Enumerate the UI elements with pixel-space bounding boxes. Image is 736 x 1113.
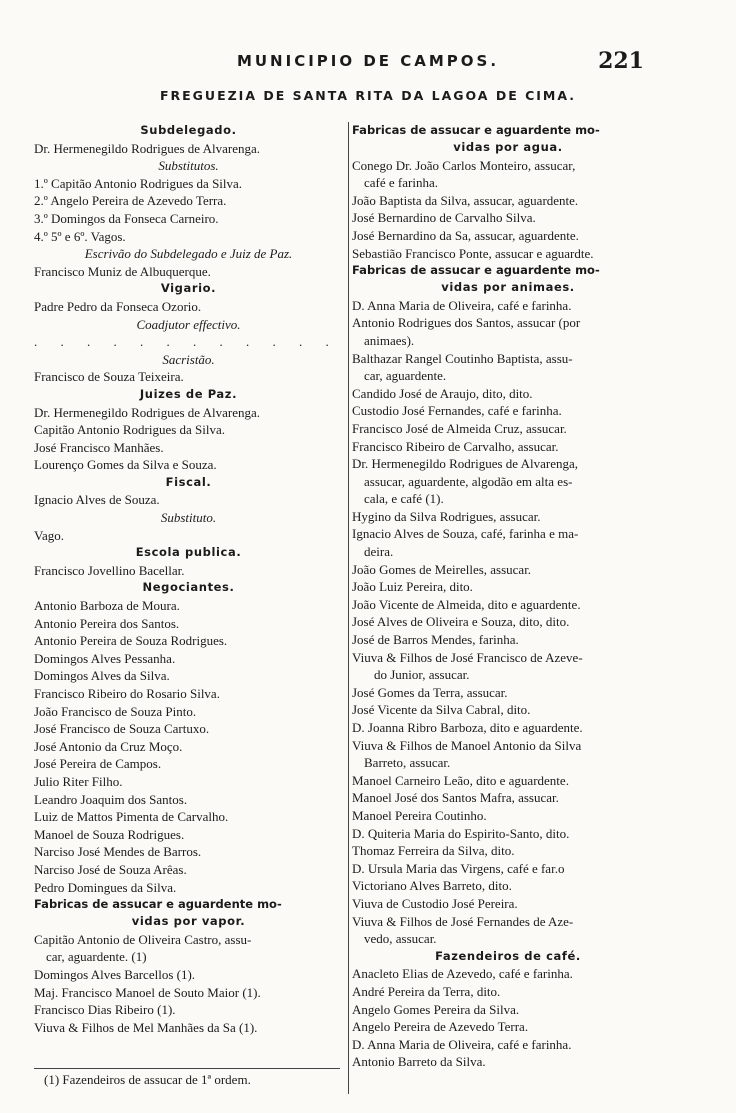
entry: Pedro Domingues da Silva. bbox=[34, 879, 177, 895]
entry: D. Ursula Maria das Virgens, café e far.o bbox=[352, 860, 565, 876]
entry: Viuva & Filhos de José Francisco de Azeve- bbox=[352, 649, 583, 665]
entry: Ignacio Alves de Souza, café, farinha e ma- bbox=[352, 526, 579, 542]
entry: Vago. bbox=[34, 527, 64, 543]
section-heading: vidas por animaes. bbox=[441, 280, 575, 295]
section-heading: Fabricas de assucar e aguardente mo- bbox=[34, 897, 282, 912]
entry: Ignacio Alves de Souza. bbox=[34, 492, 160, 508]
entry: Antonio Rodrigues dos Santos, assucar (por bbox=[352, 315, 581, 331]
section-heading: Juizes de Paz. bbox=[139, 386, 238, 401]
entry: João Baptista da Silva, assucar, aguardente. bbox=[352, 192, 579, 208]
entry-continuation: assucar, aguardente, algodão em alta es- bbox=[364, 473, 573, 489]
entry: João Luiz Pereira, dito. bbox=[352, 579, 473, 595]
section-heading: Escola publica. bbox=[135, 545, 242, 560]
entry: D. Anna Maria de Oliveira, café e farinha. bbox=[352, 1036, 572, 1052]
section-heading: Subdelegado. bbox=[140, 123, 237, 137]
entry: Domingos Alves da Silva. bbox=[34, 668, 170, 684]
parish-heading: FREGUEZIA DE SANTA RITA DA LAGOA DE CIMA. bbox=[159, 88, 577, 103]
entry: Victoriano Alves Barreto, dito. bbox=[352, 878, 512, 894]
entry-continuation: deira. bbox=[364, 544, 394, 560]
entry-continuation: car, aguardente. bbox=[364, 368, 447, 384]
entry: Manoel Carneiro Leão, dito e aguardente. bbox=[352, 772, 569, 788]
section-heading: Substitutos. bbox=[158, 158, 219, 174]
entry: Angelo Pereira de Azevedo Terra. bbox=[352, 1019, 529, 1035]
page-title: MUNICIPIO DE CAMPOS. bbox=[236, 52, 500, 70]
entry: Viuva & Filhos de Manoel Antonio da Silva bbox=[352, 737, 582, 753]
entry: D. Quiteria Maria do Espirito-Santo, dito. bbox=[352, 825, 570, 841]
entry: Dr. Hermenegildo Rodrigues de Alvarenga. bbox=[34, 140, 260, 156]
entry: Luiz de Mattos Pimenta de Carvalho. bbox=[34, 809, 229, 825]
entry-continuation: café e farinha. bbox=[364, 175, 438, 191]
entry: Antonio Pereira dos Santos. bbox=[34, 615, 180, 631]
entry: Francisco Ribeiro de Carvalho, assucar. bbox=[352, 438, 559, 454]
entry: 2.º Angelo Pereira de Azevedo Terra. bbox=[34, 193, 227, 209]
entry: José Francisco Manhães. bbox=[34, 439, 164, 455]
entry: José Gomes da Terra, assucar. bbox=[352, 684, 508, 700]
entry: João Vicente de Almeida, dito e aguardente. bbox=[352, 596, 581, 612]
entry: Narciso José Mendes de Barros. bbox=[34, 844, 202, 860]
entry: Francisco José de Almeida Cruz, assucar. bbox=[352, 420, 567, 436]
entry: José Alves de Oliveira e Souza, dito, dito. bbox=[352, 614, 570, 630]
entry: Francisco Muniz de Albuquerque. bbox=[34, 263, 211, 279]
entry: 1.º Capitão Antonio Rodrigues da Silva. bbox=[34, 175, 243, 191]
entry: 4.º 5º e 6º. Vagos. bbox=[34, 228, 126, 244]
entry: Viuva de Custodio José Pereira. bbox=[352, 895, 518, 911]
section-heading: Fazendeiros de café. bbox=[435, 948, 581, 963]
entry: Hygino da Silva Rodrigues, assucar. bbox=[352, 508, 541, 524]
entry: João Gomes de Meirelles, assucar. bbox=[352, 561, 532, 577]
section-heading: vidas por agua. bbox=[453, 140, 563, 154]
entry: José Francisco de Souza Cartuxo. bbox=[34, 721, 210, 737]
entry: Padre Pedro da Fonseca Ozorio. bbox=[34, 298, 202, 314]
entry: José de Barros Mendes, farinha. bbox=[352, 632, 519, 648]
entry: Viuva & Filhos de Mel Manhães da Sa (1). bbox=[34, 1019, 258, 1035]
entry: Narciso José de Souza Arêas. bbox=[34, 861, 187, 877]
entry: Manoel Pereira Coutinho. bbox=[352, 807, 487, 823]
entry: Capitão Antonio de Oliveira Castro, assu- bbox=[34, 931, 252, 947]
entry: Francisco Jovellino Bacellar. bbox=[34, 562, 185, 578]
section-heading: Sacristão. bbox=[162, 351, 215, 367]
entry: Dr. Hermenegildo Rodrigues de Alvarenga, bbox=[352, 456, 578, 472]
entry: D. Joanna Ribro Barboza, dito e aguardente. bbox=[352, 720, 583, 735]
section-heading: vidas por vapor. bbox=[131, 914, 246, 929]
leader-dots: . . . . . . . . . . . . bbox=[34, 334, 339, 350]
entry: Domingos Alves Barcellos (1). bbox=[34, 966, 196, 982]
entry: João Francisco de Souza Pinto. bbox=[34, 703, 197, 719]
entry: Angelo Gomes Pereira da Silva. bbox=[352, 1001, 520, 1017]
entry: André Pereira da Terra, dito. bbox=[352, 983, 501, 999]
entry: Dr. Hermenegildo Rodrigues de Alvarenga. bbox=[34, 404, 260, 420]
entry: Custodio José Fernandes, café e farinha. bbox=[352, 403, 562, 419]
entry-continuation: do Junior, assucar. bbox=[374, 667, 470, 683]
entry: Manoel José dos Santos Mafra, assucar. bbox=[352, 790, 559, 806]
entry: Anacleto Elias de Azevedo, café e farinha. bbox=[352, 966, 573, 982]
section-heading: Coadjutor effectivo. bbox=[136, 316, 241, 332]
entry: Francisco Ribeiro do Rosario Silva. bbox=[34, 686, 220, 701]
entry-continuation: cala, e café (1). bbox=[364, 491, 444, 507]
entry: José Pereira de Campos. bbox=[34, 756, 162, 772]
section-heading: Fabricas de assucar e aguardente mo- bbox=[352, 123, 600, 137]
entry: Sebastião Francisco Ponte, assucar e aguardte. bbox=[352, 245, 594, 261]
running-head bbox=[0, 48, 736, 74]
entry: Leandro Joaquim dos Santos. bbox=[34, 791, 188, 807]
entry-continuation: animaes). bbox=[364, 332, 415, 348]
entry-continuation: Barreto, assucar. bbox=[364, 755, 451, 771]
entry: Maj. Francisco Manoel de Souto Maior (1). bbox=[34, 984, 261, 1000]
entry: Lourenço Gomes da Silva e Souza. bbox=[34, 457, 217, 473]
footnote: (1) Fazendeiros de assucar de 1ª ordem. bbox=[44, 1072, 251, 1087]
entry: José Bernardino de Carvalho Silva. bbox=[352, 210, 536, 226]
entry: José Antonio da Cruz Moço. bbox=[34, 738, 183, 754]
entry: 3.º Domingos da Fonseca Carneiro. bbox=[34, 210, 219, 226]
section-heading: Negociantes. bbox=[142, 580, 235, 595]
entry: Manoel de Souza Rodrigues. bbox=[34, 826, 185, 842]
footnote-rule bbox=[34, 1068, 340, 1069]
entry: Thomaz Ferreira da Silva, dito. bbox=[352, 843, 515, 859]
right-column bbox=[348, 122, 664, 1094]
entry: José Bernardino da Sa, assucar, aguardente. bbox=[352, 227, 579, 243]
section-heading: Fiscal. bbox=[165, 474, 212, 489]
left-column bbox=[34, 122, 343, 1036]
entry: Julio Riter Filho. bbox=[34, 773, 123, 789]
page-number: 221 bbox=[598, 48, 644, 74]
entry: Antonio Pereira de Souza Rodrigues. bbox=[34, 633, 228, 649]
entry: Conego Dr. João Carlos Monteiro, assucar, bbox=[352, 157, 576, 173]
entry: Domingos Alves Pessanha. bbox=[34, 650, 176, 666]
entry-continuation: vedo, assucar. bbox=[364, 931, 437, 947]
entry: Viuva & Filhos de José Fernandes de Aze- bbox=[352, 913, 574, 929]
entry: D. Anna Maria de Oliveira, café e farinha. bbox=[352, 297, 572, 313]
section-heading: Substituto. bbox=[160, 510, 217, 526]
section-heading: Vigario. bbox=[160, 281, 217, 296]
section-heading: Escrivão do Subdelegado e Juiz de Paz. bbox=[84, 246, 293, 262]
entry: Balthazar Rangel Coutinho Baptista, assu- bbox=[352, 350, 573, 366]
entry: Francisco Dias Ribeiro (1). bbox=[34, 1002, 176, 1018]
entry: Capitão Antonio Rodrigues da Silva. bbox=[34, 422, 226, 438]
entry: Francisco de Souza Teixeira. bbox=[34, 369, 184, 385]
entry: Candido José de Araujo, dito, dito. bbox=[352, 385, 533, 401]
entry: José Vicente da Silva Cabral, dito. bbox=[352, 702, 531, 718]
entry-continuation: car, aguardente. (1) bbox=[46, 949, 147, 965]
entry: Antonio Barboza de Moura. bbox=[34, 598, 180, 614]
section-heading: Fabricas de assucar e aguardente mo- bbox=[352, 263, 600, 278]
entry: Antonio Barreto da Silva. bbox=[352, 1054, 486, 1070]
